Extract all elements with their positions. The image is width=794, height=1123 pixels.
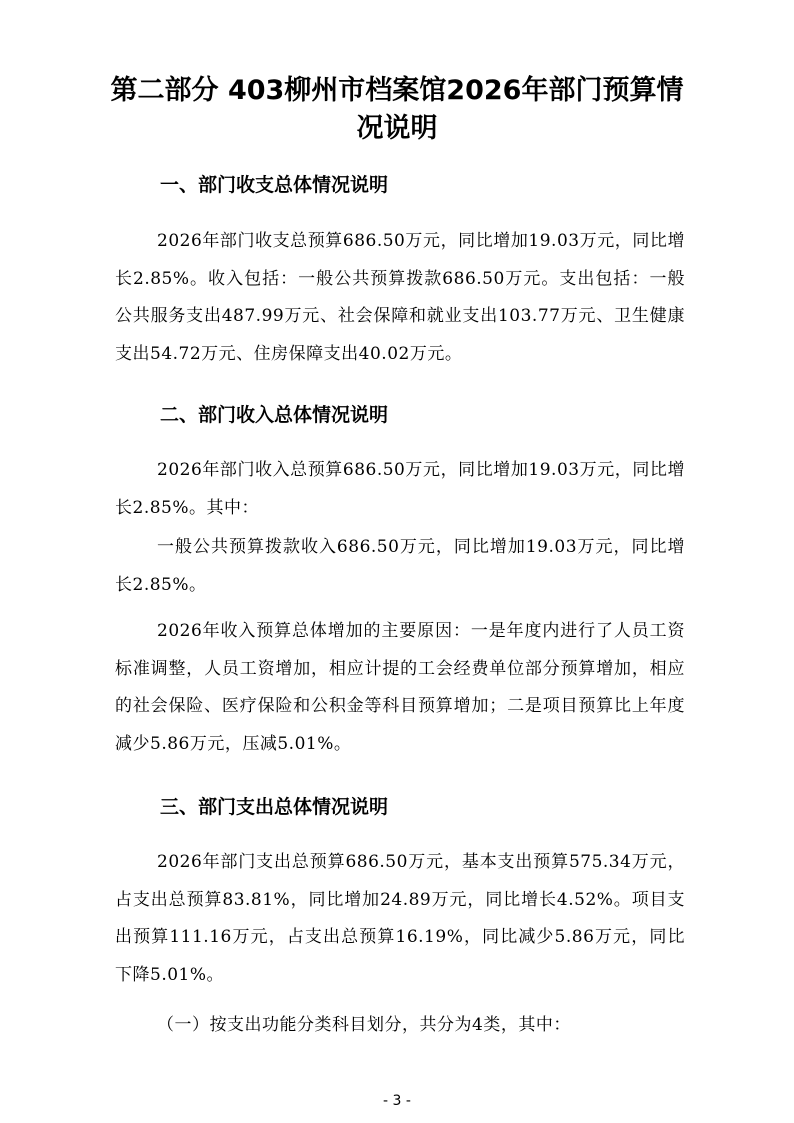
section-heading-expenditure-overview: 三、部门支出总体情况说明 [160, 796, 389, 818]
section-heading-income-overview: 二、部门收入总体情况说明 [160, 404, 389, 426]
paragraph-general-budget-income: 一般公共预算拨款收入686.50万元，同比增加19.03万元，同比增长2.85%。 [115, 537, 685, 595]
paragraph-income-expenditure-overview: 2026年部门收支总预算686.50万元，同比增加19.03万元，同比增长2.85%。收入包括：一般公共预算拨款686.50万元。支出包括：一般公共服务支出487.99万元、社会保障和就业支出103.77万元、卫生健康支出54.72万元、住房保障支出40.02万元。 [115, 231, 685, 364]
page-number: - 3 - [383, 1093, 411, 1109]
section-heading-income-expenditure-overview: 一、部门收支总体情况说明 [160, 174, 389, 196]
paragraph-income-total: 2026年部门收入总预算686.50万元，同比增加19.03万元，同比增长2.85%。其中： [115, 460, 685, 518]
paragraph-expenditure-total: 2026年部门支出总预算686.50万元，基本支出预算575.34万元，占支出总预算83.81%，同比增加24.89万元，同比增长4.52%。项目支出预算111.16万元，占支出总预算16.19%，同比减少5.86万元，同比下降5.01%。 [115, 852, 685, 985]
paragraph-functional-classification: （一）按支出功能分类科目划分，共分为4类，其中： [157, 1015, 571, 1035]
paragraph-income-increase-reasons: 2026年收入预算总体增加的主要原因：一是年度内进行了人员工资标准调整，人员工资增加，相应计提的工会经费单位部分预算增加，相应的社会保险、医疗保险和公积金等科目预算增加；二是项目预算比上年度减少5.86万元，压减5.01%。 [115, 621, 685, 754]
page-title: 第二部分 403柳州市档案馆2026年部门预算情况说明 [110, 75, 684, 144]
